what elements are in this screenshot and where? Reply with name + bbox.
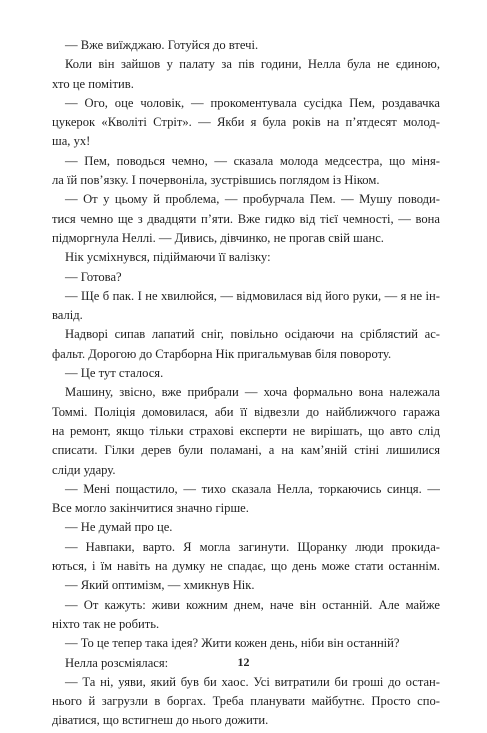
text-line: [52, 578, 440, 597]
text-line: [52, 250, 440, 269]
text-line-content: діватися, що встигнеш до нього дожити.: [52, 713, 269, 728]
text-line: [52, 443, 440, 462]
text-line: [52, 675, 440, 694]
text-line: [52, 501, 440, 520]
text-line-content: Томмі. Поліція домовилася, аби її відвезли до найближчого гаража: [52, 404, 440, 419]
text-line-content: ла їй пов’язку. І почервоніла, зустрівшись поглядом із Ніком.: [52, 173, 380, 188]
text-line: [52, 96, 440, 115]
text-line-content: — От у цьому й проблема, — пробурчала Пем. — Мушу поводи-: [65, 192, 440, 207]
text-line: [52, 308, 440, 327]
text-line-content: Коли він зайшов у палату за пів години, Нелла була не єдиною,: [65, 57, 440, 72]
text-line: [52, 231, 440, 250]
text-line-content: — Ще б пак. І не хвилюйся, — відмовилася від його руки, — я не ін-: [65, 288, 440, 303]
text-line: [52, 270, 440, 289]
text-line-content: — Це тут сталося.: [65, 366, 164, 381]
text-line-content: хто це помітив.: [52, 76, 134, 91]
text-line: [52, 424, 440, 443]
text-line: [52, 77, 440, 96]
text-line: [52, 617, 440, 636]
text-line: [52, 598, 440, 617]
text-line: [52, 540, 440, 559]
text-line: [52, 289, 440, 308]
text-line-content: — От кажуть: живи кожним днем, наче він останній. Але майже: [65, 597, 440, 612]
text-line: [52, 347, 440, 366]
text-line: [52, 385, 440, 404]
text-line: [52, 559, 440, 578]
text-line-content: списати. Гілки дерев були поламані, а на кам’яній стіні лишилися: [52, 443, 440, 458]
text-line: [52, 482, 440, 501]
text-line-content: підморгнула Неллі. — Дивись, дівчинко, не прогав свій шанс.: [52, 230, 384, 245]
text-line-content: ються, і їм навіть на думку не спадає, що день може стати останнім.: [52, 559, 440, 574]
text-line-content: Надворі сипав лапатий сніг, повільно осідаючи на сріблястий ас-: [65, 327, 440, 342]
text-line-content: — Ого, оце чоловік, — прокоментувала сусідка Пем, роздавачка: [65, 95, 440, 110]
text-line-content: ша, ух!: [52, 134, 91, 149]
text-line-content: — Та ні, уяви, який був би хаос. Усі витратили би гроші до остан-: [65, 674, 440, 689]
page-number: 12: [237, 655, 250, 669]
page-body-text: [52, 38, 440, 733]
text-line-content: тися чемно ще з двадцяти п’яти. Вже гидко від тієї чемності, — вона: [52, 211, 440, 226]
text-line: [52, 192, 440, 211]
text-line-content: — Який оптимізм, — хмикнув Нік.: [65, 578, 255, 593]
text-line-content: Машину, звісно, вже прибрали — хоча формально вона належала: [65, 385, 440, 400]
text-line-content: Нік усміхнувся, підіймаючи її валізку:: [65, 250, 271, 265]
text-line: [52, 520, 440, 539]
text-line: [52, 694, 440, 713]
text-line: [52, 38, 440, 57]
text-line-content: Все могло закінчитися значно гірше.: [52, 501, 249, 516]
text-line-content: — Мені пощастило, — тихо сказала Нелла, торкаючись синця. —: [65, 481, 440, 496]
text-line: [52, 463, 440, 482]
text-line-content: — Пем, поводься чемно, — сказала молода медсестра, що міня-: [65, 153, 440, 168]
text-line: [52, 134, 440, 153]
text-line-content: цукерок «Кволіті Стріт». — Якби я була років на п’ятдесят молод-: [52, 115, 440, 130]
text-line: [52, 366, 440, 385]
text-line: [52, 115, 440, 134]
text-line: [52, 405, 440, 424]
text-line-content: Нелла розсміялася:: [65, 655, 169, 670]
text-line-content: нього й загрузли в боргах. Треба планувати майбутнє. Просто спо-: [52, 694, 440, 709]
text-line-content: валід.: [52, 308, 83, 323]
text-line-content: — Навпаки, варто. Я могла загинути. Щоранку люди прокида-: [65, 539, 440, 554]
text-line: [52, 636, 440, 655]
text-line: [52, 154, 440, 173]
text-line-content: на ремонт, якщо тільки страхові експерти не вирішать, що авто слід: [52, 423, 440, 438]
text-line-content: сліди удару.: [52, 462, 116, 477]
text-line: [52, 327, 440, 346]
text-line: [52, 212, 440, 231]
text-line-content: — Готова?: [65, 269, 122, 284]
text-line-content: — То це тепер така ідея? Жити кожен день, ніби він останній?: [65, 636, 400, 651]
text-line-content: фальт. Дорогою до Старборна Нік пригальмував біля повороту.: [52, 346, 392, 361]
text-line: [52, 713, 440, 732]
text-line: [52, 57, 440, 76]
text-line-content: ніхто так не робить.: [52, 616, 160, 631]
text-line: [52, 173, 440, 192]
text-line-content: — Вже виїжджаю. Готуйся до втечі.: [65, 38, 259, 52]
text-line-content: — Не думай про це.: [65, 520, 173, 535]
